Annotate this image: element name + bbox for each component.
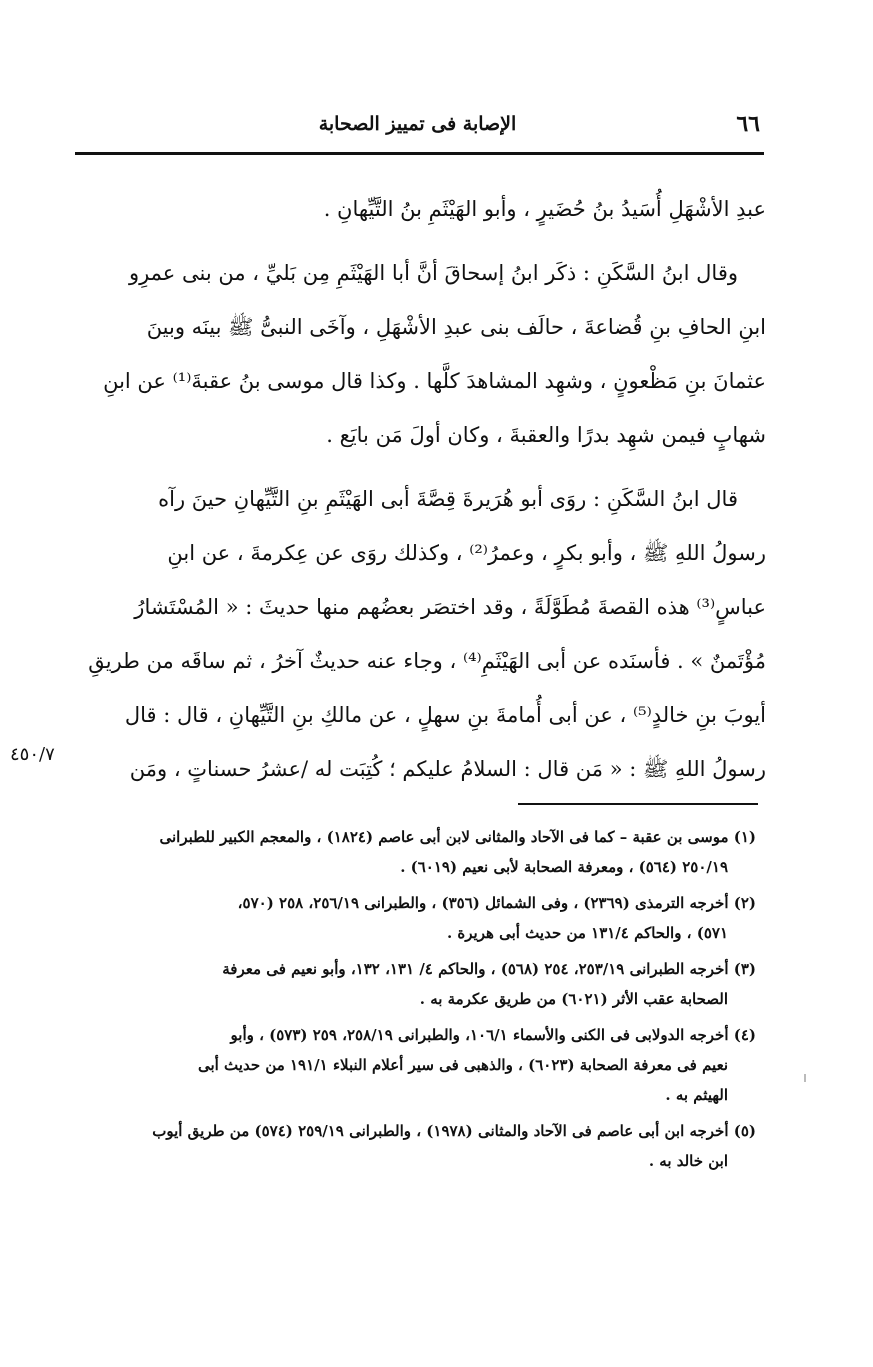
footnotes xyxy=(76,822,756,1182)
paragraph xyxy=(74,472,766,796)
footnote-line: (٣) أخرجه الطبرانى ٢٥٣/١٩، ٢٥٤ (٥٦٨) ، والحاكم ٤/ ١٣١، ١٣٢، وأبو نعيم فى معرفة xyxy=(222,960,756,978)
footnote-line: الصحابة عقب الأثر (٦٠٢١) من طريق عكرمة به . xyxy=(419,990,728,1008)
footnote-line: (٥) أخرجه ابن أبى عاصم فى الآحاد والمثانى (١٩٧٨) ، والطبرانى ٢٥٩/١٩ (٥٧٤) من طريق أيوب xyxy=(152,1122,756,1140)
footnote-line: ٢٥٠/١٩ (٥٦٤) ، ومعرفة الصحابة لأبى نعيم (٦٠١٩) . xyxy=(400,858,728,876)
text-line: رسولُ اللهِ ﷺ ، وأبو بكرٍ ، وعمرُ⁽²⁾ ، وكذلك روَى عن عِكرمةَ ، عن ابنِ xyxy=(167,541,766,565)
text-line: رسولُ اللهِ ﷺ : « مَن قال : السلامُ عليكم ؛ كُتِبَت له /عشرُ حسناتٍ ، ومَن xyxy=(129,757,766,781)
text-line: شهابٍ فيمن شهِد بدرًا والعقبةَ ، وكان أولَ مَن بايَع . xyxy=(326,423,766,447)
text-line: أيوبَ بنِ خالدٍ⁽⁵⁾ ، عن أبى أُمامةَ بنِ سهلٍ ، عن مالكِ بنِ التَّيِّهانِ ، قال : قال xyxy=(124,703,766,727)
text-line: عبدِ الأشْهَلِ أُسَيدُ بنُ حُضَيرٍ ، وأبو الهَيْثَمِ بنُ التَّيِّهانِ . xyxy=(323,197,766,221)
text-line: عباسٍ⁽³⁾ هذه القصةَ مُطَوَّلَةً ، وقد اختصَر بعضُهم منها حديثَ : « المُسْتَشارُ xyxy=(134,595,766,619)
text-line: مُؤْتَمنٌ » . فأسنَده عن أبى الهَيْثَمِ⁽⁴⁾ ، وجاء عنه حديثٌ آخرُ ، ثم ساقَه من طريقِ xyxy=(88,649,766,673)
footnote-line: ابن خالد به . xyxy=(648,1152,728,1170)
paragraph xyxy=(74,246,766,462)
footnote-line: (٤) أخرجه الدولابى فى الكنى والأسماء ١٠٦/١، والطبرانى ٢٥٨/١٩، ٢٥٩ (٥٧٣) ، وأبو xyxy=(230,1026,756,1044)
footnote-line: (٢) أخرجه الترمذى (٢٣٦٩) ، وفى الشمائل (٣٥٦) ، والطبرانى ٢٥٦/١٩، ٢٥٨ (٥٧٠، xyxy=(237,894,756,912)
header-rule xyxy=(75,152,764,155)
footnote-line: (١) موسى بن عقبة – كما فى الآحاد والمثانى لابن أبى عاصم (١٨٢٤) ، والمعجم الكبير للطبرانى xyxy=(159,828,756,846)
scan-speck xyxy=(804,1074,806,1082)
footnote-1 xyxy=(76,822,756,882)
footnote-line: الهيثم به . xyxy=(665,1086,728,1104)
footnote-3 xyxy=(76,954,756,1014)
page-header xyxy=(75,108,760,140)
text-line: وقال ابنُ السَّكَنِ : ذكَر ابنُ إسحاقَ أنَّ أبا الهَيْثَمِ مِن بَليِّ ، من بنى عمرِو xyxy=(128,261,738,285)
text-line: ابنِ الحافِ بنِ قُضاعةَ ، حالَف بنى عبدِ الأشْهَلِ ، وآخَى النبىُّ ﷺ بينَه وبينَ xyxy=(146,315,766,339)
text-line: عثمانَ بنِ مَظْعونٍ ، وشهِد المشاهدَ كلَّها . وكذا قال موسى بنُ عقبةَ⁽¹⁾ عن ابنِ xyxy=(103,369,766,393)
footnote-separator xyxy=(518,803,758,805)
footnote-2 xyxy=(76,888,756,948)
main-text xyxy=(74,182,766,806)
page-number: ٦٦ xyxy=(736,111,760,137)
running-title: الإصابة فى تمييز الصحابة xyxy=(318,113,517,135)
footnote-4 xyxy=(76,1020,756,1110)
footnote-line: ٥٧١) ، والحاكم ١٣١/٤ من حديث أبى هريرة . xyxy=(446,924,728,942)
margin-reference: ٤٥٠/٧ xyxy=(10,744,55,765)
paragraph xyxy=(74,182,766,236)
text-line: قال ابنُ السَّكَنِ : روَى أبو هُرَيرةَ قِصَّةَ أبى الهَيْثَمِ بنِ التَّيِّهانِ حينَ رآه xyxy=(158,487,738,511)
footnote-line: نعيم فى معرفة الصحابة (٦٠٢٣) ، والذهبى فى سير أعلام النبلاء ١٩١/١ من حديث أبى xyxy=(197,1056,728,1074)
footnote-5 xyxy=(76,1116,756,1176)
